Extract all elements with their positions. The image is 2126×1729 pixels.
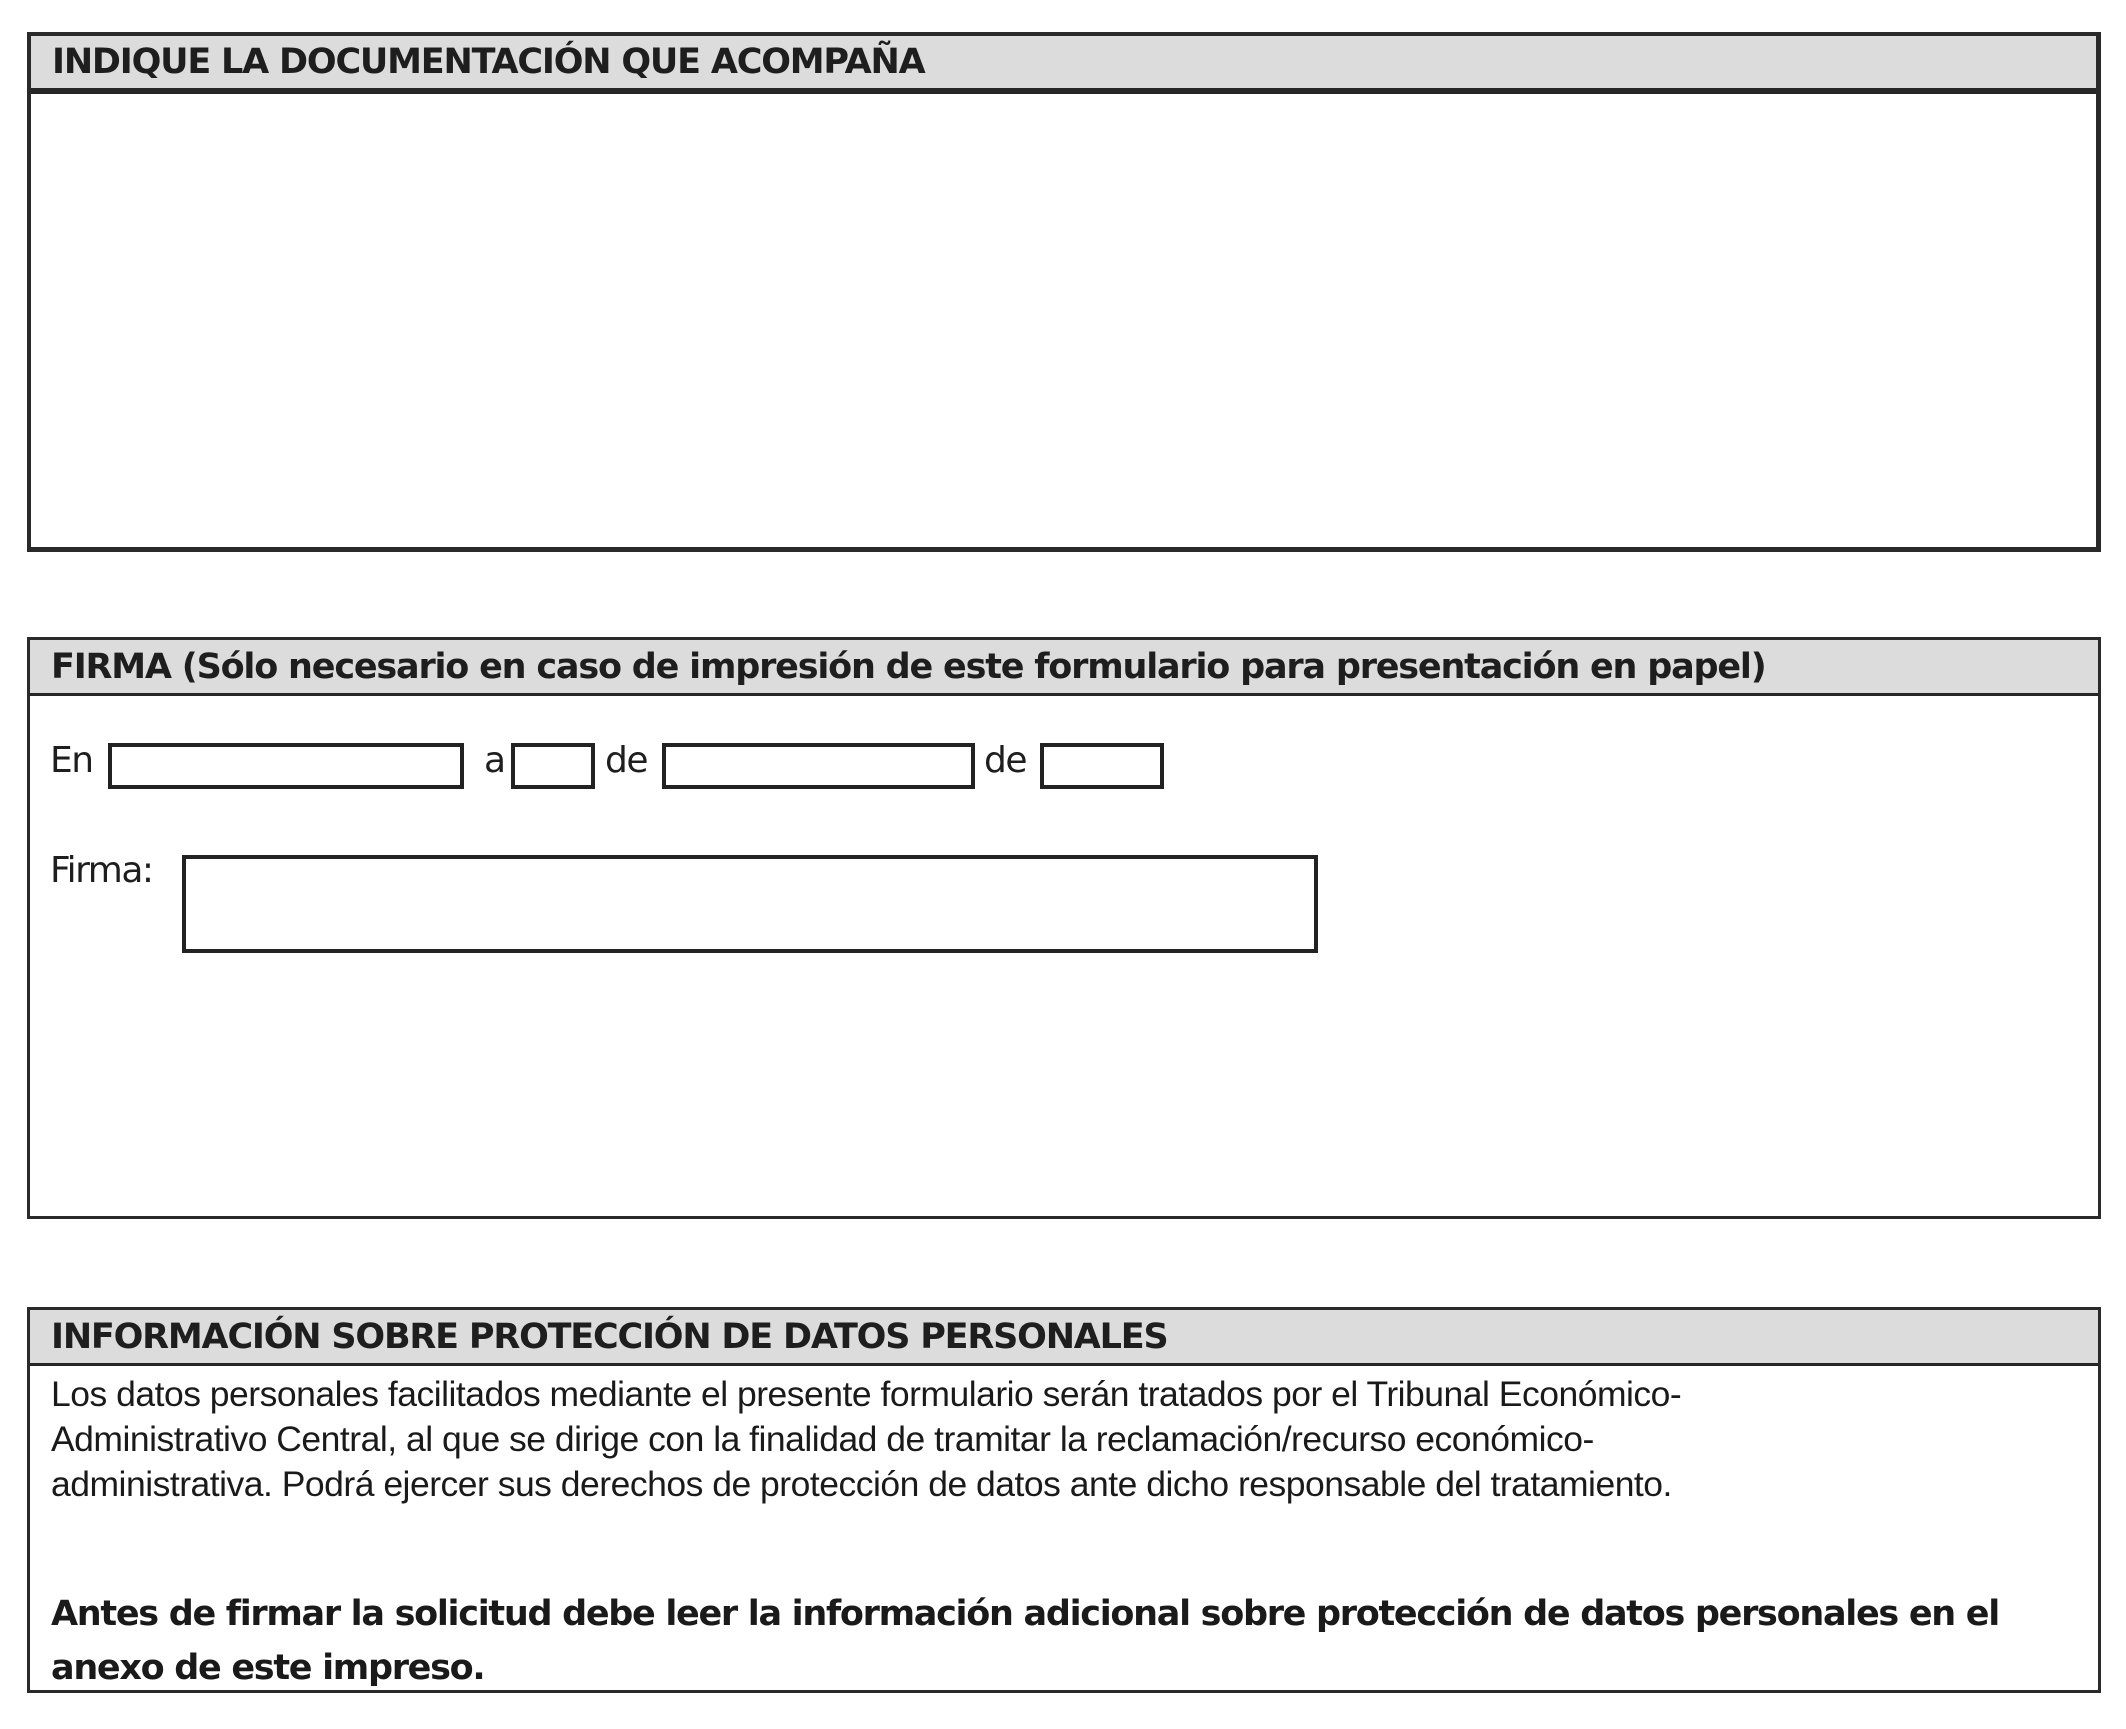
- documentation-section-title: INDIQUE LA DOCUMENTACIÓN QUE ACOMPAÑA: [31, 36, 2096, 94]
- data-protection-section-title: INFORMACIÓN SOBRE PROTECCIÓN DE DATOS PERSONALES: [30, 1310, 2098, 1366]
- month-label: de: [605, 740, 647, 781]
- documentation-section: [27, 32, 2101, 552]
- data-protection-section: [27, 1307, 2101, 1693]
- signature-label: Firma:: [50, 850, 153, 891]
- body-line: Administrativo Central, al que se dirige con la finalidad de tramitar la reclamación/recurso económico-: [51, 1419, 1594, 1459]
- place-label: En: [50, 740, 93, 781]
- day-label: a: [484, 740, 505, 781]
- year-input[interactable]: [1040, 743, 1164, 789]
- month-input[interactable]: [662, 743, 975, 789]
- data-protection-notice: [51, 1587, 2078, 1695]
- signature-section: [27, 637, 2101, 1219]
- year-label: de: [984, 740, 1026, 781]
- place-input[interactable]: [108, 743, 464, 789]
- notice-line: anexo de este impreso.: [51, 1648, 485, 1688]
- body-line: administrativa. Podrá ejercer sus derechos de protección de datos ante dicho responsable del tratamiento.: [51, 1464, 1672, 1504]
- documentation-textarea[interactable]: [31, 94, 2096, 547]
- signature-input[interactable]: [182, 855, 1318, 953]
- body-line: Los datos personales facilitados mediante el presente formulario serán tratados por el Tribunal Económico-: [51, 1374, 1682, 1414]
- notice-line: Antes de firmar la solicitud debe leer la información adicional sobre protección de datos personales en el: [51, 1594, 1999, 1634]
- data-protection-body: [51, 1372, 2078, 1507]
- signature-section-title: FIRMA (Sólo necesario en caso de impresión de este formulario para presentación en papel): [30, 640, 2098, 696]
- day-input[interactable]: [511, 743, 595, 789]
